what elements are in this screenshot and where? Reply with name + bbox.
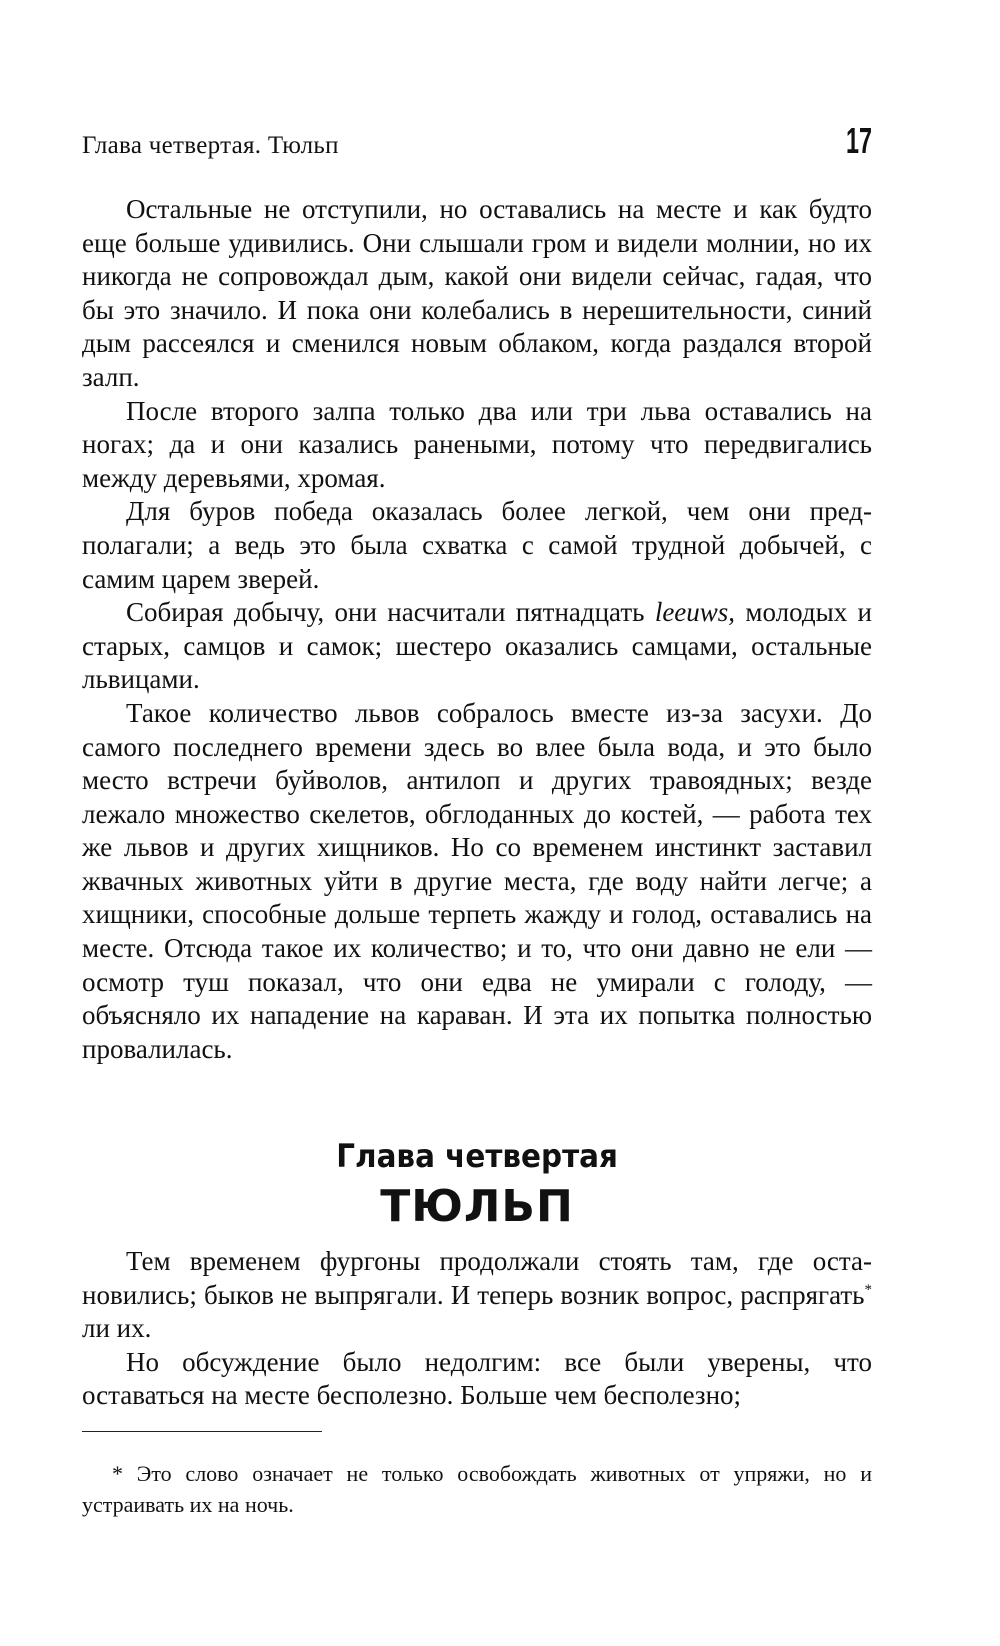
footnote-text: * Это слово означает не только освобождать животных от упряжи, но и устраивать их на ночь. [82, 1461, 872, 1517]
paragraph: После второго залпа только два или три льва оставались на ногах; да и они казались ранеными, потому что передвигались между деревьями, хромая. [82, 395, 872, 493]
paragraph-text: Тем временем фургоны продолжали стоять там, где остановились; быков не выпрягали. И теперь возник вопрос, распрягать [82, 1246, 872, 1310]
paragraph-text: молодых и старых, самцов и самок; шестеро оказались самцами, остальные львицами. [82, 597, 872, 695]
paragraph-text: ли их. [82, 1313, 152, 1344]
body-text-lower [82, 1245, 872, 1413]
chapter-heading [82, 1136, 872, 1234]
running-head [82, 120, 872, 170]
paragraph: Для буров победа оказалась более легкой, чем они предполагали; а ведь это была схватка с самой трудной добычей, с самим царем зверей. [82, 496, 872, 594]
paragraph: Но обсуждение было недолгим: все были уверены, что оставаться на месте бесполезно. Больше чем бесполезно; [82, 1346, 872, 1411]
running-title: Глава четвертая. Тюльп [82, 132, 339, 159]
chapter-title: ТЮЛЬП [380, 1181, 574, 1232]
paragraph: Такое количество львов собралось вместе из-за засухи. До самого последнего времени здесь во влее была вода, и это было место встречи буйволов, антилоп и других травоядных; везде лежало множество скелетов, обглоданных до костей, — работа тех же львов и других хищников. Но со временем инстинкт заставил жвачных животных уйти в другие места, где воду найти легче; а хищники, способные дольше терпеть жажду и голод, оставались на месте. Отсюда такое их количество; и то, что они давно не ели — осмотр туш показал, что они едва не умирали с голоду, — объясняло их нападение на караван. И эта их попытка полностью провалилась. [82, 697, 872, 1064]
chapter-label: Глава четвертая [336, 1137, 618, 1175]
italic-word: leeuws, [654, 597, 736, 628]
footnote-divider [82, 1431, 322, 1432]
paragraph: Остальные не отступили, но оставались на месте и как будто еще больше удивились. Они слышали гром и видели молнии, но их никогда не сопровождал дым, какой они видели сейчас, гадая, что бы это значило. И пока они колебались в нерешительности, синий дым рассеялся и сменился новым облаком, когда раздался второй залп. [82, 194, 872, 392]
paragraph [82, 1245, 872, 1346]
paragraph-text: Собирая добычу, они насчитали пятнадцать [126, 597, 655, 628]
paragraph [82, 596, 872, 697]
footnote-marker: * [864, 1281, 872, 1298]
footnote [82, 1458, 872, 1520]
body-text-upper [82, 193, 872, 1066]
page-number: 17 [845, 120, 872, 161]
